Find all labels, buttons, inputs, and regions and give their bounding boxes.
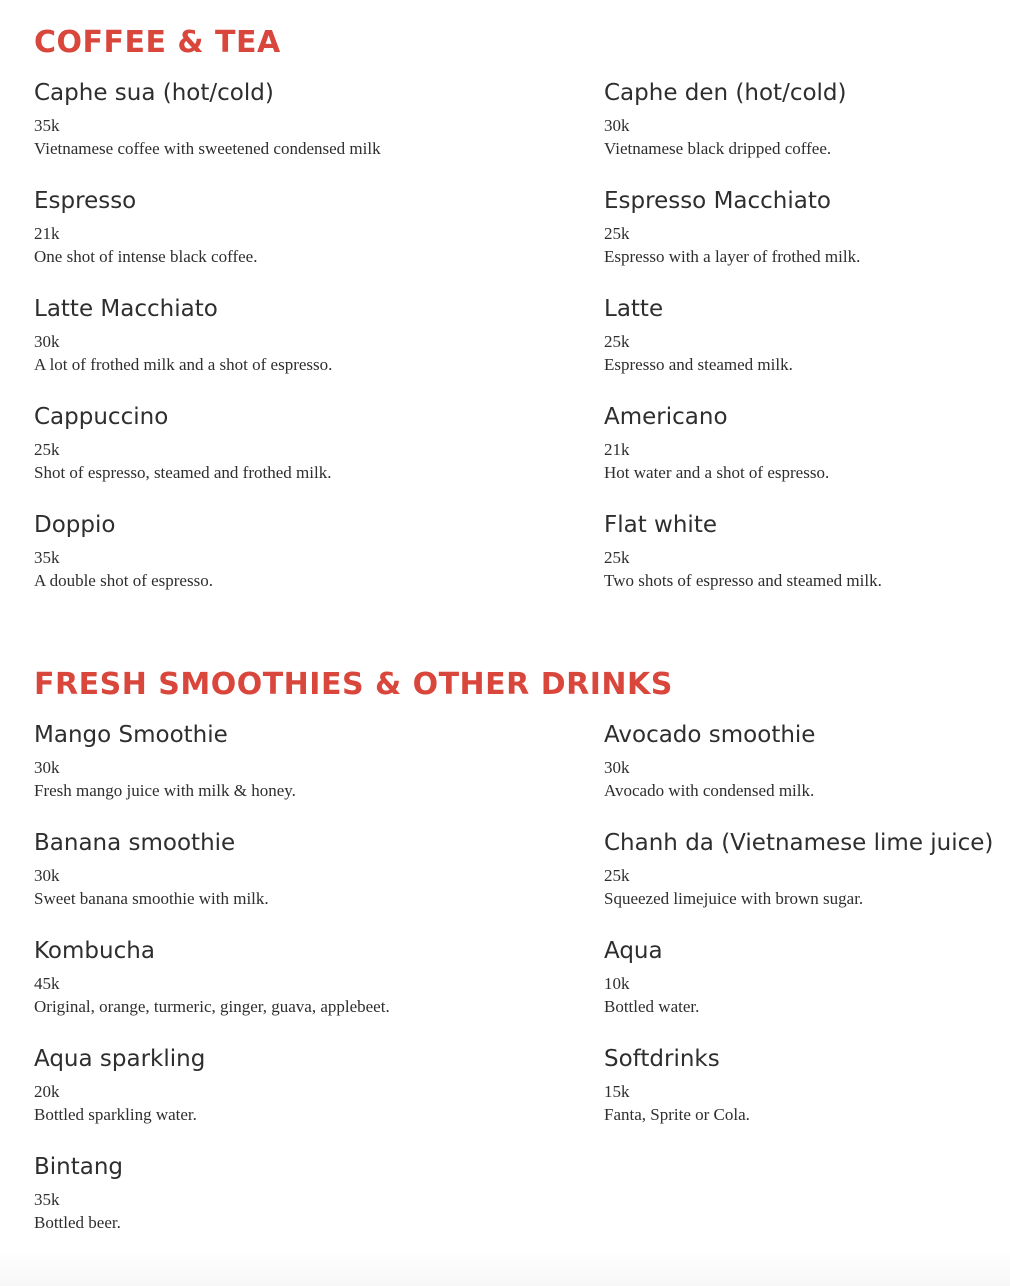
menu-item-name: Kombucha <box>34 938 155 964</box>
menu-item-name: Mango Smoothie <box>34 722 228 748</box>
menu-item-description: Sweet banana smoothie with milk. <box>34 889 269 908</box>
menu-item-description: Fanta, Sprite or Cola. <box>604 1105 750 1124</box>
menu-item <box>604 936 994 1044</box>
menu-item-price: 30k <box>34 866 60 885</box>
smoothies-drinks-section <box>34 667 994 1232</box>
menu-item-description: Avocado with condensed milk. <box>604 781 815 800</box>
menu-item-description: Fresh mango juice with milk & honey. <box>34 781 296 800</box>
menu-item-price: 45k <box>34 974 60 993</box>
menu-item-price: 30k <box>34 332 60 351</box>
menu-item-price: 30k <box>34 758 60 777</box>
menu-item <box>604 402 994 510</box>
menu-item-price: 30k <box>604 116 630 135</box>
menu-item-description: Shot of espresso, steamed and frothed milk. <box>34 463 332 482</box>
menu-item <box>604 1044 994 1152</box>
menu-item-description: Bottled sparkling water. <box>34 1105 197 1124</box>
menu-item-name: Espresso <box>34 188 137 214</box>
menu-item-price: 35k <box>34 116 60 135</box>
menu-item-price: 25k <box>604 224 630 243</box>
menu-item-description: Bottled beer. <box>34 1213 121 1232</box>
menu-item-name: Softdrinks <box>604 1046 720 1072</box>
menu-item-description: Original, orange, turmeric, ginger, guava, applebeet. <box>34 997 390 1016</box>
menu-item <box>34 1152 454 1260</box>
menu-item-price: 30k <box>604 758 630 777</box>
menu-item-price: 25k <box>604 548 630 567</box>
menu-item-description: A double shot of espresso. <box>34 571 213 590</box>
menu-item <box>34 402 454 510</box>
menu-item-price: 10k <box>604 974 630 993</box>
menu-item-description: Vietnamese coffee with sweetened condensed milk <box>34 139 381 158</box>
menu-item <box>34 720 454 828</box>
menu-item-name: Caphe den (hot/cold) <box>604 80 847 106</box>
menu-item <box>34 1044 454 1152</box>
page-bottom-edge <box>0 1250 1010 1286</box>
menu-item-price: 35k <box>34 1190 60 1209</box>
menu-item-description: Espresso and steamed milk. <box>604 355 793 374</box>
menu-item-name: Latte Macchiato <box>34 296 218 322</box>
menu-item <box>604 720 994 828</box>
menu-item-name: Cappuccino <box>34 404 169 430</box>
menu-item-description: Hot water and a shot of espresso. <box>604 463 830 482</box>
menu-item <box>34 936 454 1044</box>
menu-item-name: Americano <box>604 404 728 430</box>
menu-item-price: 25k <box>604 866 630 885</box>
menu-item <box>34 78 454 186</box>
menu-item-price: 20k <box>34 1082 60 1101</box>
menu-item-name: Aqua sparkling <box>34 1046 206 1072</box>
menu-item <box>604 828 994 936</box>
menu-item-description: A lot of frothed milk and a shot of espresso. <box>34 355 333 374</box>
menu-item-name: Aqua <box>604 938 663 964</box>
menu-item <box>34 294 454 402</box>
menu-item <box>34 510 454 618</box>
menu-item-name: Bintang <box>34 1154 124 1180</box>
menu-item <box>604 186 994 294</box>
menu-item-description: Vietnamese black dripped coffee. <box>604 139 832 158</box>
menu-item-price: 21k <box>604 440 630 459</box>
menu-item-name: Chanh da (Vietnamese lime juice) <box>604 830 994 856</box>
menu-item-price: 35k <box>34 548 60 567</box>
menu-item <box>604 78 994 186</box>
coffee-tea-section <box>34 25 994 590</box>
menu-item-name: Banana smoothie <box>34 830 236 856</box>
menu-item <box>34 186 454 294</box>
section-title: COFFEE & TEA <box>34 25 281 60</box>
menu-item-name: Avocado smoothie <box>604 722 816 748</box>
menu-item-price: 21k <box>34 224 60 243</box>
menu-item <box>34 828 454 936</box>
section-title: FRESH SMOOTHIES & OTHER DRINKS <box>34 667 673 702</box>
menu-item-name: Doppio <box>34 512 116 538</box>
menu-item-price: 15k <box>604 1082 630 1101</box>
menu-item-name: Flat white <box>604 512 717 538</box>
menu-item-description: Espresso with a layer of frothed milk. <box>604 247 861 266</box>
menu-item-name: Espresso Macchiato <box>604 188 831 214</box>
menu-item-description: Squeezed limejuice with brown sugar. <box>604 889 864 908</box>
menu-item-description: Bottled water. <box>604 997 700 1016</box>
menu-item-description: Two shots of espresso and steamed milk. <box>604 571 882 590</box>
menu-item-name: Latte <box>604 296 664 322</box>
menu-item-name: Caphe sua (hot/cold) <box>34 80 274 106</box>
menu-item-price: 25k <box>604 332 630 351</box>
menu-item <box>604 510 994 618</box>
menu-item <box>604 294 994 402</box>
menu-item-price: 25k <box>34 440 60 459</box>
menu-item-description: One shot of intense black coffee. <box>34 247 258 266</box>
